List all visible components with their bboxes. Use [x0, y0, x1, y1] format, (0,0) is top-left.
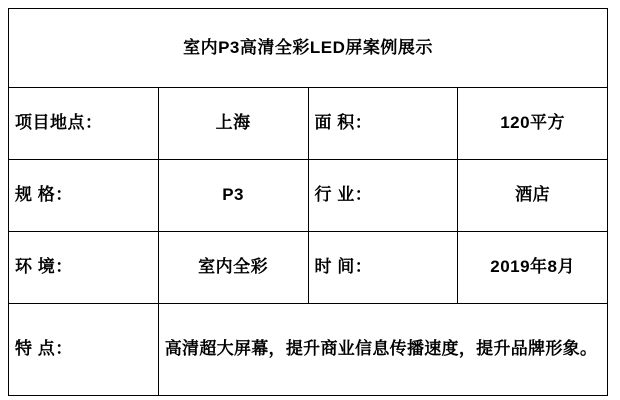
label-time: 时 间：: [308, 232, 458, 304]
label-features: 特 点：: [9, 304, 159, 396]
label-project-location: 项目地点：: [9, 88, 159, 160]
value-specification: P3: [158, 160, 308, 232]
table-row: [9, 88, 608, 160]
label-area: 面 积：: [308, 88, 458, 160]
led-case-spec-table: [8, 8, 608, 396]
value-environment: 室内全彩: [158, 232, 308, 304]
value-features: 高清超大屏幕，提升商业信息传播速度，提升品牌形象。: [158, 304, 607, 396]
value-time: 2019年8月: [458, 232, 608, 304]
table-row: [9, 304, 608, 396]
label-environment: 环 境：: [9, 232, 159, 304]
label-industry: 行 业：: [308, 160, 458, 232]
table-row-title: [9, 9, 608, 88]
value-project-location: 上海: [158, 88, 308, 160]
label-specification: 规 格：: [9, 160, 159, 232]
table-row: [9, 232, 608, 304]
value-industry: 酒店: [458, 160, 608, 232]
value-area: 120平方: [458, 88, 608, 160]
page-title: 室内P3高清全彩LED屏案例展示: [9, 9, 608, 88]
table-row: [9, 160, 608, 232]
